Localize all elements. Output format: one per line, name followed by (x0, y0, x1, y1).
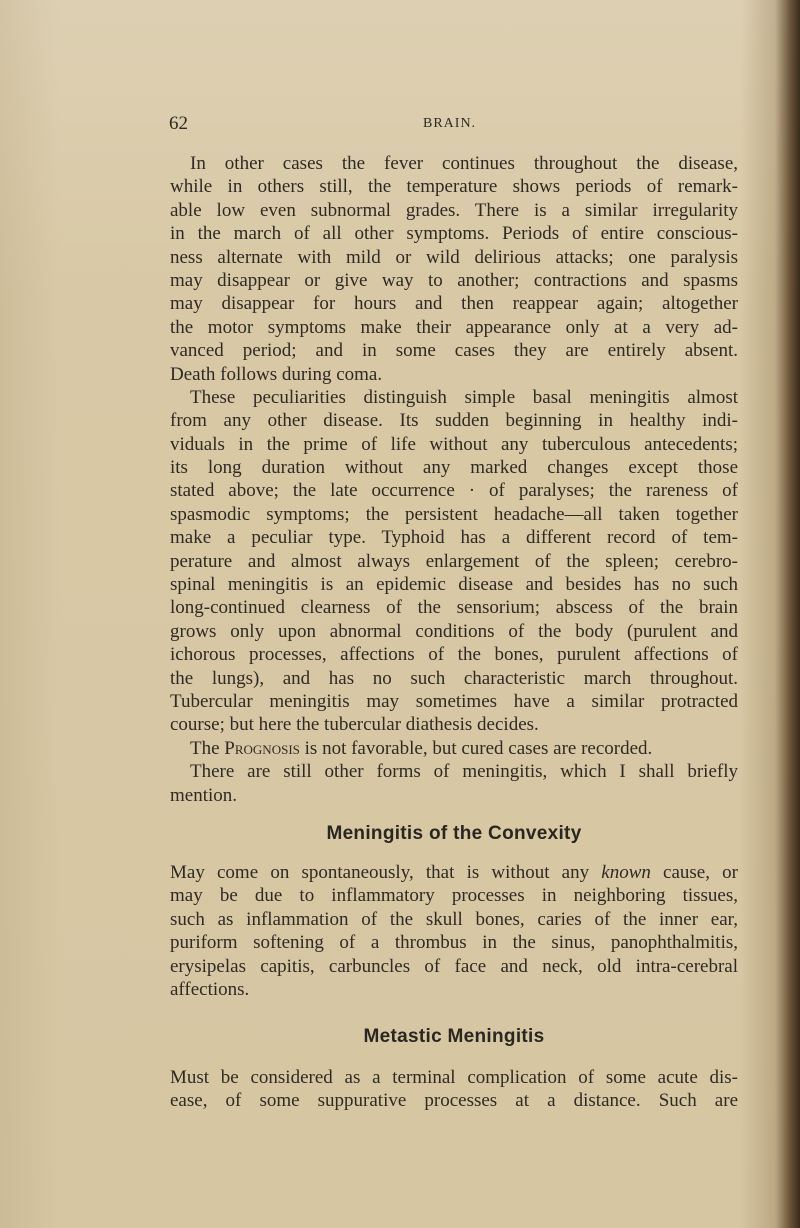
text-line: Death follows during coma. (170, 363, 383, 385)
text-line: such as inflammation of the skull bones, caries of the inner ear, (170, 908, 738, 930)
text-line: while in others still, the temperature shows periods of remark- (170, 176, 738, 198)
text-line: ichorous processes, affections of the bones, purulent affections of (170, 644, 738, 666)
text-segment: cause, or (650, 862, 738, 883)
text-line: affections. (170, 978, 250, 1000)
text-line: Must be considered as a terminal complication of some acute dis- (170, 1067, 738, 1088)
text-line: puriform softening of a thrombus in the sinus, panophthalmitis, (170, 932, 738, 954)
text-line: in the march of all other symptoms. Periods of entire conscious- (170, 223, 738, 245)
section-convexity-text (170, 861, 738, 1001)
text-line: able low even subnormal grades. There is a similar irregularity (170, 199, 738, 221)
text-line: vanced period; and in some cases they are entirely absent. (170, 340, 738, 362)
page-number: 62 (169, 113, 188, 134)
text-line: its long duration without any marked changes except those (170, 457, 738, 479)
text-segment: May come on spontaneously, that is without any (170, 862, 602, 883)
text-line: make a peculiar type. Typhoid has a different record of tem- (170, 527, 738, 549)
text-line: grows only upon abnormal conditions of the body (purulent and (170, 620, 738, 642)
text-line: In other cases the fever continues throughout the disease, (190, 153, 738, 174)
paragraph (170, 152, 738, 386)
text-line: ease, of some suppurative processes at a distance. Such are (170, 1090, 738, 1112)
text-line: ness alternate with mild or wild delirious attacks; one paralysis (170, 246, 738, 268)
paragraph (170, 861, 738, 1001)
text-line: spasmodic symptoms; the persistent headache—all taken together (170, 503, 738, 525)
running-title: BRAIN. (423, 116, 477, 131)
text-line: long-continued clearness of the sensorium; abscess of the brain (170, 597, 738, 619)
running-header (169, 113, 738, 137)
italic-text: known (601, 862, 651, 883)
text-segment: is not favorable, but cured cases are recorded. (299, 737, 653, 759)
paragraph (170, 737, 738, 760)
paragraph (170, 386, 738, 737)
text-line: stated above; the late occurrence · of paralyses; the rareness of (170, 480, 738, 502)
heading-meningitis-of-the-convexity: Meningitis of the Convexity (326, 823, 582, 844)
text-line (170, 861, 738, 884)
text-line: perature and almost always enlargement of the spleen; cerebro- (170, 550, 738, 572)
text-line: from any other disease. Its sudden beginning in healthy indi- (170, 410, 738, 432)
heading-metastic-meningitis: Metastic Meningitis (363, 1026, 545, 1047)
section-basal-meningitis-text (170, 152, 738, 807)
text-line: spinal meningitis is an epidemic disease and besides has no such (170, 574, 738, 596)
text-line (170, 737, 738, 760)
text-line: Tubercular meningitis may sometimes have a similar protracted (170, 690, 738, 712)
text-line: viduals in the prime of life without any tuberculous antecedents; (170, 433, 738, 455)
text-segment: The (190, 737, 225, 759)
text-line: course; but here the tubercular diathesis decides. (170, 714, 539, 736)
text-line: There are still other forms of meningitis, which I shall briefly (190, 761, 738, 783)
text-line: the lungs), and has no such characteristic march throughout. (170, 667, 738, 689)
paragraph (170, 1066, 738, 1113)
paragraph (170, 760, 738, 807)
small-caps-text: Prognosis (224, 737, 300, 759)
text-line: may disappear for hours and then reappear again; altogether (170, 293, 738, 315)
text-line: These peculiarities distinguish simple basal meningitis almost (190, 386, 738, 408)
text-line: may disappear or give way to another; contractions and spasms (170, 269, 738, 291)
text-line: the motor symptoms make their appearance only at a very ad- (170, 316, 738, 338)
text-line: may be due to inflammatory processes in neighboring tissues, (170, 885, 738, 907)
text-line: mention. (170, 784, 238, 806)
text-line: erysipelas capitis, carbuncles of face and neck, old intra-cerebral (170, 955, 738, 977)
section-metastic-text (170, 1066, 738, 1113)
